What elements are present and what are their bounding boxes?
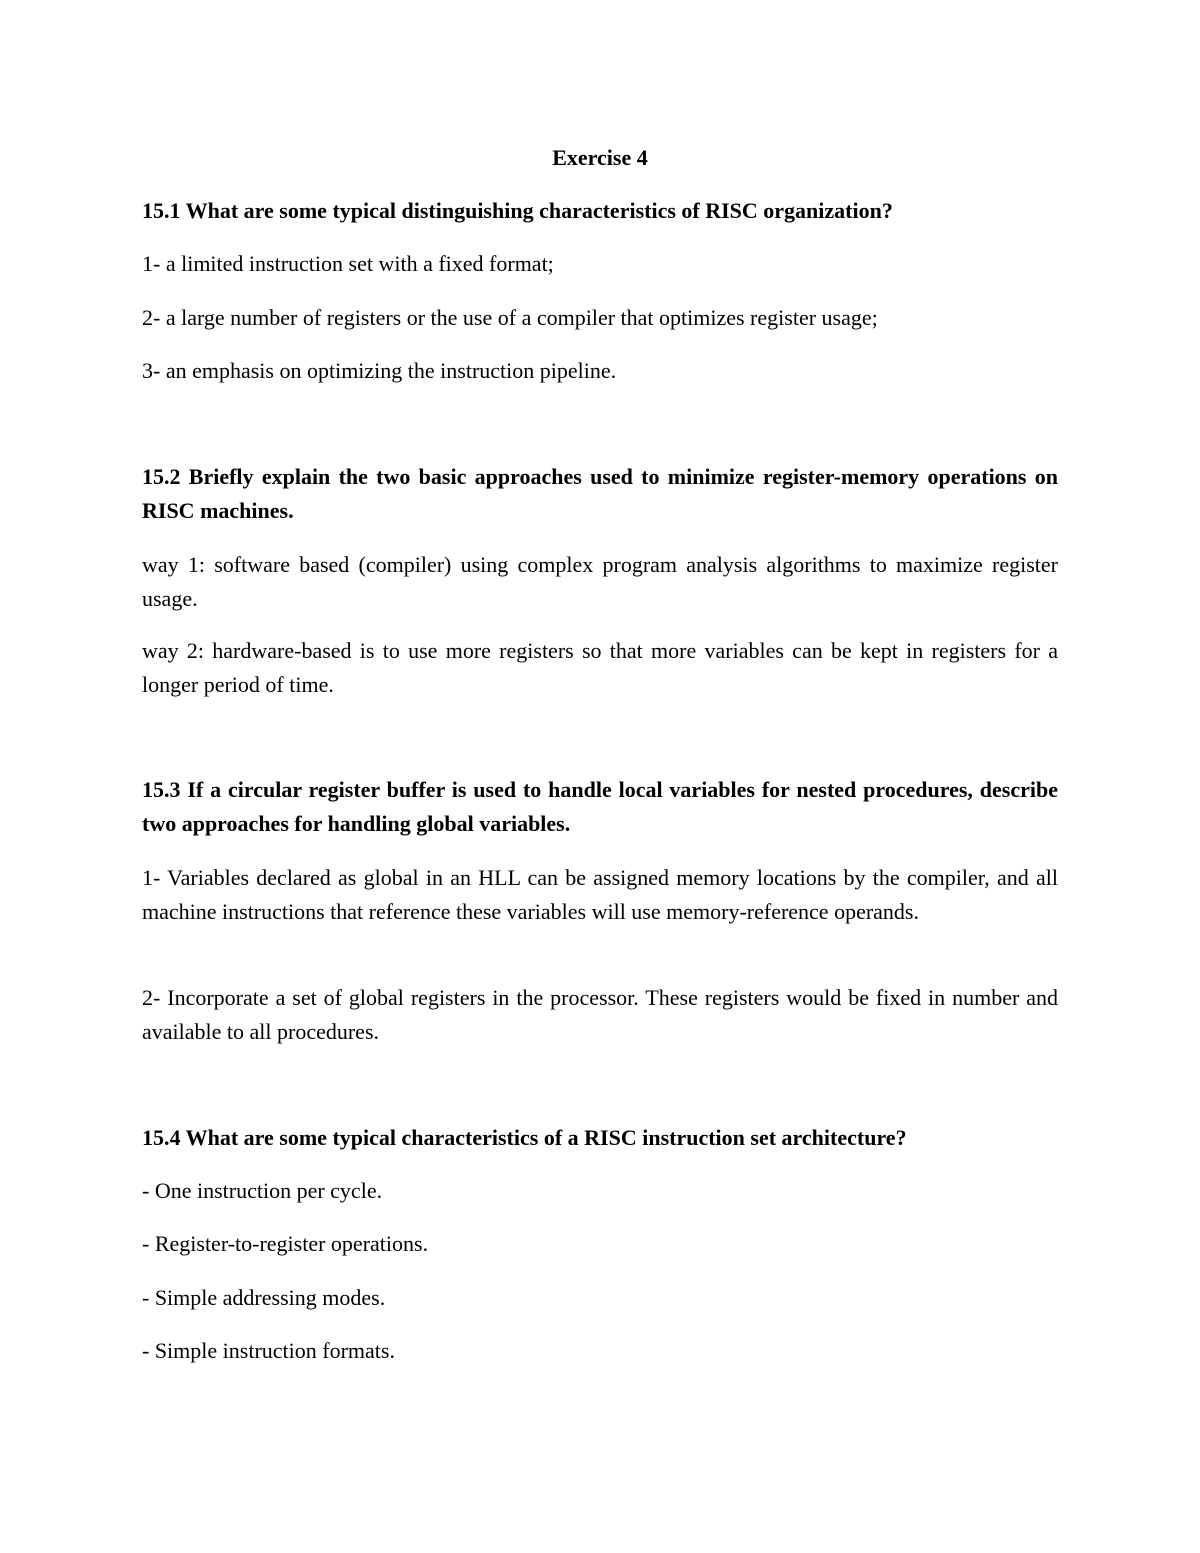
- answer-15-1-2: 2- a large number of registers or the use of a compiler that optimizes register usage;: [142, 305, 878, 330]
- question-15-3: 15.3 If a circular register buffer is used to handle local variables for nested procedures, describe two approaches for handling global variables.: [142, 777, 1058, 836]
- question-15-4: 15.4 What are some typical characteristics of a RISC instruction set architecture?: [142, 1125, 907, 1150]
- answer-15-4-2: - Register-to-register operations.: [142, 1231, 429, 1256]
- question-15-2: 15.2 Briefly explain the two basic approaches used to minimize register-memory operations on RISC machines.: [142, 464, 1058, 523]
- answer-15-4-1: - One instruction per cycle.: [142, 1178, 383, 1203]
- answer-15-2-2: way 2: hardware-based is to use more registers so that more variables can be kept in registers for a longer period of time.: [142, 638, 1058, 697]
- answer-15-4-4: - Simple instruction formats.: [142, 1338, 395, 1363]
- answer-15-3-2: 2- Incorporate a set of global registers in the processor. These registers would be fixed in number and available to all procedures.: [142, 985, 1058, 1044]
- answer-15-1-1: 1- a limited instruction set with a fixed format;: [142, 251, 554, 276]
- answer-15-4-3: - Simple addressing modes.: [142, 1285, 386, 1310]
- question-15-1: 15.1 What are some typical distinguishing characteristics of RISC organization?: [142, 198, 893, 223]
- document-title: Exercise 4: [552, 145, 648, 170]
- answer-15-3-1: 1- Variables declared as global in an HLL can be assigned memory locations by the compiler, and all machine instructions that reference these variables will use memory-reference operands.: [142, 865, 1058, 924]
- answer-15-2-1: way 1: software based (compiler) using complex program analysis algorithms to maximize register usage.: [142, 552, 1058, 611]
- answer-15-1-3: 3- an emphasis on optimizing the instruction pipeline.: [142, 358, 617, 383]
